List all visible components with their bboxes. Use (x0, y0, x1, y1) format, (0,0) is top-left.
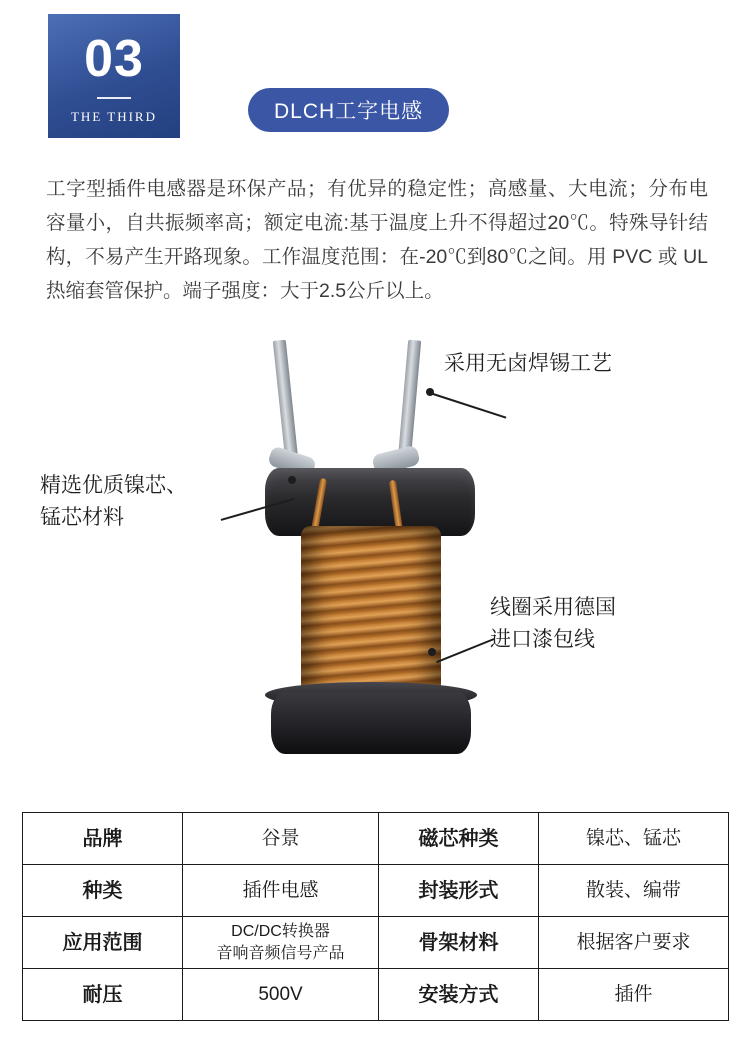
callout-coil-wire-line1: 线圈采用德国 (490, 596, 616, 619)
specification-table (22, 812, 729, 1021)
callout-core-material-line1: 精选优质镍芯、 (40, 474, 187, 497)
spec-value-category: 插件电感 (183, 865, 379, 917)
section-title: DLCH工字电感 (274, 100, 424, 123)
spec-value-package: 散装、编带 (539, 865, 729, 917)
lead-pin-right (398, 340, 421, 461)
spec-value-brand: 谷景 (183, 813, 379, 865)
inductor-component-image (255, 340, 495, 770)
section-number-subtitle: THE THIRD (70, 109, 157, 124)
lead-pin-left (273, 340, 298, 461)
callout-core-material (40, 470, 187, 534)
table-row (23, 969, 729, 1021)
spec-value-mounting: 插件 (539, 969, 729, 1021)
callout-leader-dot-3 (428, 648, 436, 656)
spec-key-brand: 品牌 (23, 813, 183, 865)
spec-value-application-line2: 音响音频信号产品 (216, 944, 345, 962)
callout-solder-process: 采用无卤焊锡工艺 (444, 352, 612, 375)
intro-paragraph: 工字型插件电感器是环保产品；有优异的稳定性；高感量、大电流；分布电容量小，自共振频率高；额定电流:基于温度上升不得超过20℃。特殊导针结构，不易产生开路现象。工作温度范围：在-20℃到80℃之间。用 PVC 或 UL 热缩套管保护。端子强度：大于2.5公斤以上。 (46, 178, 708, 302)
spec-value-core-type: 镍芯、锰芯 (539, 813, 729, 865)
spec-value-withstand-voltage: 500V (183, 969, 379, 1021)
spec-key-bobbin-material: 骨架材料 (379, 917, 539, 969)
table-row (23, 813, 729, 865)
spec-key-withstand-voltage: 耐压 (23, 969, 183, 1021)
spec-key-core-type: 磁芯种类 (379, 813, 539, 865)
callout-coil-wire (490, 592, 616, 656)
section-number: 03 (84, 30, 144, 88)
spec-value-application-line1: DC/DC转换器 (231, 922, 330, 940)
spec-key-package: 封装形式 (379, 865, 539, 917)
callout-leader-dot-2 (288, 476, 296, 484)
callout-core-material-line2: 锰芯材料 (40, 506, 124, 529)
table-row (23, 865, 729, 917)
spec-value-bobbin-material: 根据客户要求 (539, 917, 729, 969)
badge-divider (97, 97, 131, 99)
product-illustration-area (0, 330, 750, 790)
spec-key-category: 种类 (23, 865, 183, 917)
table-row (23, 917, 729, 969)
spec-key-mounting: 安装方式 (379, 969, 539, 1021)
ferrite-core-bottom-flange (271, 692, 471, 754)
spec-value-application (183, 917, 379, 969)
page-header (0, 0, 750, 160)
callout-leader-dot-1 (426, 388, 434, 396)
section-title-pill (248, 88, 449, 132)
copper-coil-winding (301, 526, 441, 704)
spec-key-application: 应用范围 (23, 917, 183, 969)
section-number-badge (48, 14, 180, 138)
callout-coil-wire-line2: 进口漆包线 (490, 628, 595, 651)
